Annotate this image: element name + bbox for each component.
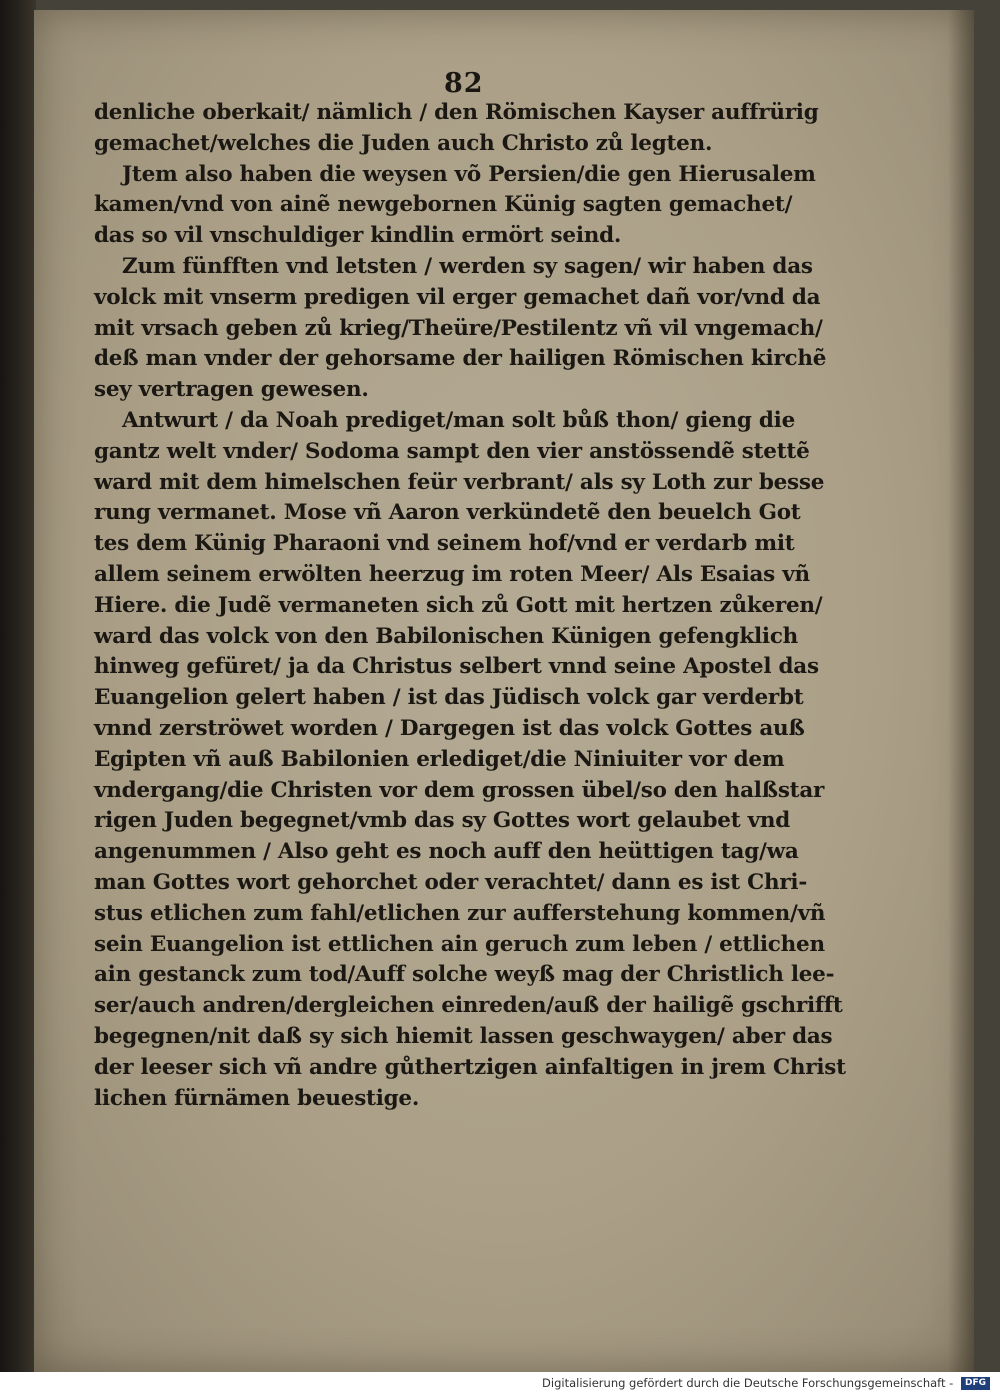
digitization-credit-text: Digitalisierung gefördert durch die Deutsche Forschungsgemeinschaft - [542, 1376, 954, 1390]
text-line: Euangelion gelert haben / ist das Jüdisch volck gar verderbt [94, 685, 804, 711]
text-line: Antwurt / da Noah prediget/man solt bůß thon/ gieng die [122, 407, 796, 433]
text-block [94, 98, 854, 1114]
text-line: angenummen / Also geht es noch auff den heüttigen tag/wa [94, 839, 799, 865]
text-line: rigen Juden begegnet/vmb das sy Gottes wort gelaubet vnd [94, 808, 791, 834]
text-line: denliche oberkait/ nämlich / den Römischen Kayser auffrürig [94, 100, 819, 125]
text-line: allem seinem erwölten heerzug im roten Meer/ Als Esaias vñ [94, 561, 810, 587]
text-line: sein Euangelion ist ettlichen ain geruch zum leben / ettlichen [94, 931, 825, 957]
text-line: stus etlichen zum fahl/etlichen zur aufferstehung kommen/vñ [94, 900, 826, 926]
page-number: 82 [444, 68, 484, 99]
text-line: der leeser sich vñ andre gůthertzigen ainfaltigen in jrem Christ [94, 1054, 846, 1080]
book-binding-shadow [0, 0, 36, 1395]
text-line: gantz welt vnder/ Sodoma sampt den vier anstössendẽ stettẽ [94, 438, 810, 464]
text-line: hinweg gefüret/ ja da Christus selbert vnnd seine Apostel das [94, 654, 819, 680]
dfg-logo: DFG [961, 1377, 990, 1390]
digitization-credit [542, 1376, 990, 1390]
text-line: kamen/vnd von ainẽ newgebornen Künig sagten gemachet/ [94, 192, 793, 218]
text-line: vndergang/die Christen vor dem grossen übel/so den halßstar [94, 777, 825, 803]
text-line: ward mit dem himelschen feür verbrant/ als sy Loth zur besse [94, 469, 825, 495]
text-line: deß man vnder der gehorsame der hailigen Römischen kirchẽ [94, 346, 827, 372]
text-line: gemachet/welches die Juden auch Christo zů legten. [94, 130, 713, 156]
text-line: Hiere. die Judẽ vermaneten sich zů Gott mit hertzen zůkeren/ [94, 592, 823, 618]
text-line: Zum fünfften vnd letsten / werden sy sagen/ wir haben das [122, 253, 813, 279]
text-line: vnnd zerströwet worden / Dargegen ist das volck Gottes auß [94, 715, 805, 741]
text-line: ain gestanck zum tod/Auff solche weyß mag der Christlich lee- [94, 962, 835, 988]
text-line: begegnen/nit daß sy sich hiemit lassen geschwaygen/ aber das [94, 1023, 833, 1049]
book-page [34, 10, 974, 1372]
text-line: man Gottes wort gehorchet oder verachtet/ dann es ist Chri- [94, 869, 808, 895]
page-edge-shadow [948, 10, 974, 1372]
text-line: tes dem Künig Pharaoni vnd seinem hof/vnd er verdarb mit [94, 531, 795, 557]
text-line: lichen fürnämen beuestige. [94, 1085, 420, 1111]
text-line: rung vermanet. Mose vñ Aaron verkündetẽ den beuelch Got [94, 500, 801, 526]
text-line: ser/auch andren/dergleichen einreden/auß der hailigẽ gschrifft [94, 993, 843, 1019]
text-line: Egipten vñ auß Babilonien erlediget/die Niniuiter vor dem [94, 746, 785, 772]
text-line: sey vertragen gewesen. [94, 377, 369, 403]
text-line: mit vrsach geben zů krieg/Theüre/Pestilentz vñ vil vngemach/ [94, 315, 823, 341]
text-line: das so vil vnschuldiger kindlin ermört seind. [94, 223, 622, 249]
text-line: Jtem also haben die weysen võ Persien/die gen Hierusalem [122, 161, 816, 187]
text-line: ward das volck von den Babilonischen Künigen gefengklich [94, 623, 799, 649]
text-line: volck mit vnserm predigen vil erger gemachet dañ vor/vnd da [94, 284, 821, 310]
